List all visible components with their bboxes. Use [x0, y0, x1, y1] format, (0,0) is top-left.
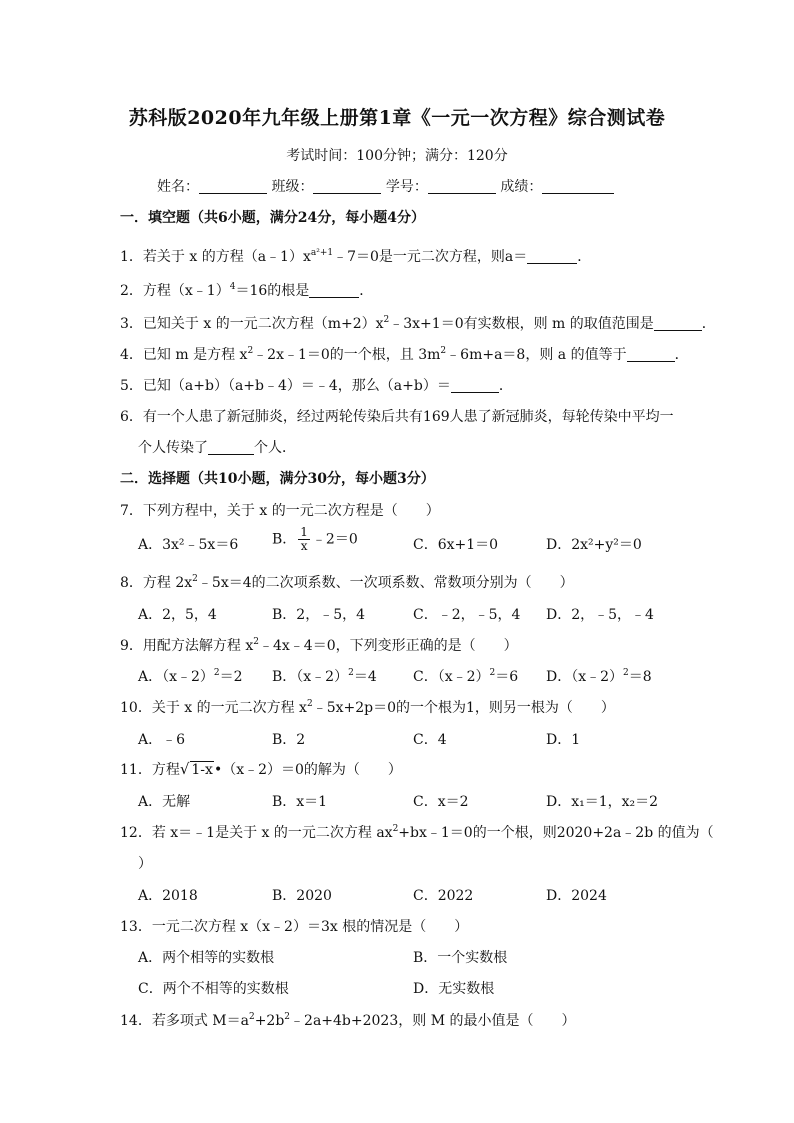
- answer-blank: [627, 347, 675, 362]
- q11-option-d: D．x₁＝1，x₂＝2: [546, 794, 659, 810]
- q11-option-c: C．x＝2: [413, 794, 469, 810]
- q10-option-c: C．4: [413, 732, 447, 748]
- question-7: 7．下列方程中，关于 x 的一元二次方程是（ ）: [120, 503, 440, 519]
- answer-blank: [309, 283, 359, 298]
- question-4: 4．已知 m 是方程 $x^2﹣2x﹣1=0$的一个根，且 $3m^2﹣6m+a=8$，则 a 的值等于 ．: [120, 346, 689, 363]
- question-6-line-2: 个人传染了 个人．: [138, 440, 296, 456]
- question-8: 8．方程 $2x^2﹣5x=4$的二次项系数、一次项系数、常数项分别为（ ）: [120, 574, 574, 591]
- score-blank: [542, 179, 614, 194]
- q7-option-c: C．6x+1＝0: [413, 537, 499, 553]
- q13-option-c: C．两个不相等的实数根: [138, 981, 289, 997]
- question-2: 2．方程（x﹣1）$^4$＝16的根是 ．: [120, 282, 374, 299]
- question-1: 1．若关于 x 的方程$(a﹣1)x^{a^2+1}﹣7=0$是一元二次方程，则a＝ ．: [120, 248, 592, 265]
- question-12-line-2: ）: [138, 856, 152, 872]
- q10-option-b: B．2: [272, 732, 306, 748]
- question-12: 12．若 x＝﹣1是关于 x 的一元二次方程 $ax^2+bx﹣1=0$的一个根，则2020+2a﹣2b 的值为（: [120, 824, 714, 841]
- q9-option-d: D．（x﹣2）$^2$＝8: [546, 668, 652, 685]
- question-6: 6．有一个人患了新冠肺炎，经过两轮传染后共有169人患了新冠肺炎，每轮传染中平均一: [120, 409, 674, 425]
- q12-option-a: A．2018: [138, 888, 198, 904]
- id-label: 学号：: [385, 179, 428, 195]
- question-5: 5．已知（a+b）（a+b﹣4）＝﹣4，那么（a+b）＝ ．: [120, 378, 513, 394]
- q9-option-a: A．（x﹣2）$^2$＝2: [138, 668, 243, 685]
- q9-option-b: B．（x﹣2）$^2$＝4: [272, 668, 377, 685]
- q8-option-d: D．2，﹣5，﹣4: [546, 607, 654, 623]
- answer-blank: [527, 249, 577, 264]
- q7-option-b: B． $\frac{1}{x}$ ﹣2＝0: [272, 525, 358, 553]
- name-blank: [199, 179, 267, 194]
- question-10: 10．关于 x 的一元二次方程 $x^2﹣5x+2p=0$的一个根为1，则另一根为（ ）: [120, 699, 615, 716]
- exam-info: 考试时间：100分钟；满分：120分: [286, 148, 508, 164]
- class-blank: [313, 179, 381, 194]
- q12-option-c: C．2022: [413, 888, 474, 904]
- student-info-row: [157, 176, 614, 196]
- q8-option-a: A．2，5，4: [138, 607, 217, 623]
- q13-option-d: D．无实数根: [413, 981, 495, 997]
- section-choice-title: 二．选择题（共10小题，满分30分，每小题3分）: [120, 471, 435, 487]
- q7-option-d: D．2x²+y²＝0: [546, 537, 642, 553]
- name-label: 姓名：: [157, 179, 199, 195]
- q8-option-b: B．2，﹣5，4: [272, 607, 366, 623]
- q8-option-c: C．﹣2，﹣5，4: [413, 607, 521, 623]
- q12-option-b: B．2020: [272, 888, 332, 904]
- q7-option-a: A．3x²﹣5x＝6: [138, 537, 239, 553]
- q11-option-b: B．x＝1: [272, 794, 328, 810]
- answer-blank: [654, 316, 702, 331]
- answer-blank: [208, 440, 254, 455]
- question-14: 14．若多项式 $M=a^2+2b^2﹣2a+4b+2023$，则 M 的最小值是（ ）: [120, 1012, 576, 1029]
- id-blank: [428, 179, 496, 194]
- q10-option-a: A．﹣6: [138, 732, 186, 748]
- section-fill-blank-title: 一．填空题（共6小题，满分24分，每小题4分）: [120, 210, 425, 226]
- question-11: 11．方程√ 1-x•（x﹣2）＝0的解为（ ）: [120, 760, 402, 778]
- q9-option-c: C．（x﹣2）$^2$＝6: [413, 668, 519, 685]
- q13-option-b: B．一个实数根: [413, 950, 508, 966]
- score-label: 成绩：: [500, 179, 543, 195]
- question-9: 9．用配方法解方程 $x^2﹣4x﹣4=0$，下列变形正确的是（ ）: [120, 637, 518, 654]
- sqrt-radicand: 1-x: [191, 762, 213, 778]
- q12-option-d: D．2024: [546, 888, 607, 904]
- page-title: 苏科版2020年九年级上册第1章《一元一次方程》综合测试卷: [128, 107, 666, 129]
- q10-option-d: D．1: [546, 732, 581, 748]
- q13-option-a: A．两个相等的实数根: [138, 950, 275, 966]
- answer-blank: [451, 378, 499, 393]
- question-3: 3．已知关于 x 的一元二次方程$(m+2)x^2﹣3x+1=0$有实数根，则 m 的取值范围是 ．: [120, 315, 716, 332]
- q11-option-a: A．无解: [138, 794, 191, 810]
- class-label: 班级：: [271, 179, 314, 195]
- question-13: 13．一元二次方程 x（x﹣2）＝3x 根的情况是（ ）: [120, 919, 469, 935]
